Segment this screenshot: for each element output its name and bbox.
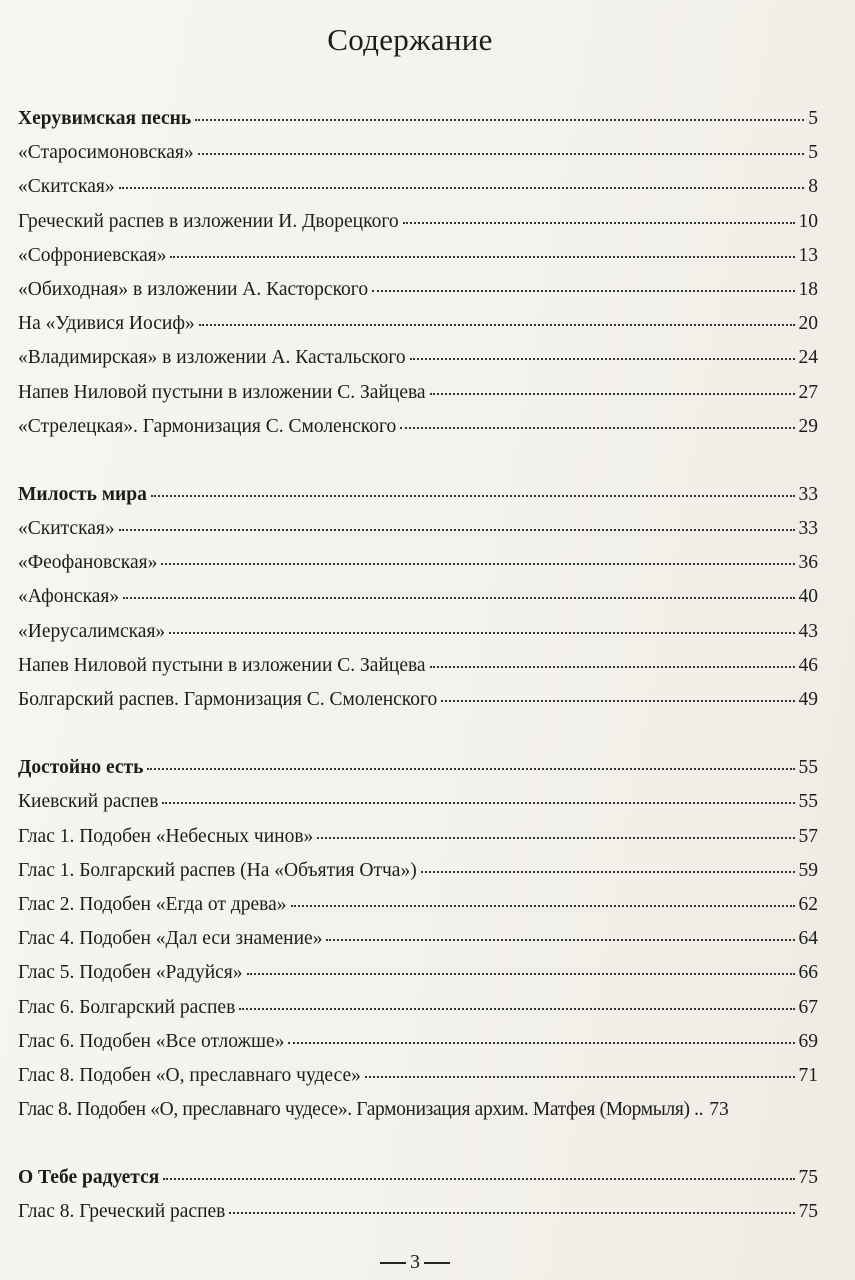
toc-entry-label: Глас 6. Подобен «Все отложше» (18, 1030, 285, 1052)
toc-page-number: 33 (798, 518, 818, 540)
toc-entry-label: «Старосимоновская» (18, 142, 194, 164)
toc-entry-label: Глас 8. Подобен «О, преславнаго чудесе». Гармонизация архим. Матфея (Мормыля) .. (18, 1099, 704, 1121)
toc-heading-label: Херувимская песнь (18, 108, 192, 129)
toc-entry-label: «Афонская» (18, 586, 120, 608)
toc-entry (18, 552, 818, 586)
toc-page-number: 69 (798, 1030, 818, 1052)
toc-entry (18, 860, 818, 894)
dot-leader (421, 870, 795, 873)
dot-leader (403, 221, 795, 224)
dot-leader (151, 494, 795, 497)
toc-page-number: 33 (798, 483, 818, 505)
toc-entry (18, 1201, 818, 1235)
toc-entry-label: «Феофановская» (18, 552, 158, 574)
toc-entry (18, 347, 818, 381)
dot-leader (430, 392, 795, 395)
toc-page-number: 75 (798, 1201, 818, 1223)
toc-entry-label: Болгарский распев. Гармонизация С. Смоленского (18, 689, 438, 710)
toc-section-heading (18, 757, 818, 791)
toc-entry (18, 176, 818, 210)
dot-leader (441, 699, 794, 702)
dot-leader (239, 1007, 794, 1010)
footer-dash-right (424, 1262, 450, 1264)
toc-entry (18, 1099, 818, 1133)
toc-entry (18, 655, 818, 689)
toc-entry (18, 382, 818, 416)
toc-entry-label: «Иерусалимская» (18, 620, 166, 642)
toc-entry (18, 791, 818, 825)
toc-entry-label: Глас 8. Подобен «О, преславнаго чудесе» (18, 1064, 361, 1086)
toc-entry-label: На «Удивися Иосиф» (18, 313, 195, 335)
toc-entry (18, 826, 818, 860)
dot-leader (372, 289, 794, 292)
dot-leader (119, 528, 795, 531)
toc-page-number: 18 (798, 278, 818, 300)
dot-leader (317, 836, 794, 839)
toc-section-heading (18, 484, 818, 518)
toc-entry-label: Глас 1. Болгарский распев (На «Объятия Отча») (18, 859, 417, 881)
toc-page-number: 62 (798, 893, 818, 915)
toc-entry-label: Глас 6. Болгарский распев (18, 996, 236, 1018)
table-of-contents (18, 108, 818, 1270)
toc-entry (18, 621, 818, 655)
toc-page-number: 5 (808, 142, 818, 164)
toc-section (18, 108, 818, 450)
toc-heading-label: Достойно есть (18, 757, 144, 779)
dot-leader (326, 938, 794, 941)
dot-leader (119, 186, 805, 189)
toc-entry (18, 928, 818, 962)
toc-entry (18, 586, 818, 620)
toc-page-number: 10 (798, 210, 818, 232)
toc-page-number: 59 (798, 859, 818, 881)
toc-page-number: 66 (798, 962, 818, 984)
toc-page-number: 73 (709, 1099, 729, 1121)
toc-entry-label: «Скитская» (18, 176, 115, 198)
toc-entry (18, 245, 818, 279)
dot-leader (430, 665, 795, 668)
toc-entry-label: Киевский распев (18, 791, 159, 813)
toc-entry (18, 689, 818, 723)
toc-entry-label: Напев Ниловой пустыни в изложении С. Зайцева (18, 654, 426, 676)
toc-entry-label: «Софрониевская» (18, 244, 167, 266)
toc-entry (18, 416, 818, 450)
dot-leader (247, 972, 795, 975)
toc-page-number: 67 (798, 996, 818, 1018)
dot-leader (161, 562, 794, 565)
toc-entry (18, 279, 818, 313)
toc-entry (18, 313, 818, 347)
toc-entry (18, 894, 818, 928)
dot-leader (365, 1075, 795, 1078)
toc-page-number: 20 (798, 313, 818, 335)
toc-page-number: 49 (798, 689, 818, 710)
dot-leader (169, 631, 794, 634)
dot-leader (229, 1211, 794, 1214)
toc-entry (18, 997, 818, 1031)
toc-entry-label: «Стрелецкая». Гармонизация С. Смоленского (18, 415, 397, 437)
toc-page-number: 36 (798, 552, 818, 574)
dot-leader (147, 767, 794, 770)
toc-heading-label: О Тебе радуется (18, 1167, 160, 1189)
footer-dash-left (380, 1262, 406, 1264)
toc-section (18, 484, 818, 723)
dot-leader (198, 152, 805, 155)
toc-page-number: 40 (798, 586, 818, 608)
footer-page-number: 3 (410, 1251, 420, 1273)
toc-entry (18, 1065, 818, 1099)
toc-page-number: 8 (808, 176, 818, 198)
toc-entry (18, 1031, 818, 1065)
toc-entry-label: Глас 5. Подобен «Радуйся» (18, 962, 243, 984)
dot-leader (123, 596, 794, 599)
toc-page-number: 64 (798, 928, 818, 950)
toc-page-number: 43 (798, 620, 818, 642)
toc-section-heading (18, 108, 818, 142)
dot-leader (400, 426, 794, 429)
toc-entry-label: Глас 2. Подобен «Егда от древа» (18, 893, 287, 915)
toc-entry-label: Напев Ниловой пустыни в изложении С. Зайцева (18, 381, 426, 403)
toc-section (18, 757, 818, 1133)
toc-section (18, 1167, 818, 1235)
toc-entry (18, 518, 818, 552)
toc-page-number: 55 (798, 791, 818, 813)
toc-entry-label: Глас 8. Греческий распев (18, 1201, 226, 1223)
dot-leader (170, 255, 794, 258)
toc-entry (18, 142, 818, 176)
toc-entry-label: Глас 4. Подобен «Дал еси знамение» (18, 928, 323, 950)
dot-leader (195, 118, 804, 121)
dot-leader (199, 323, 795, 326)
dot-leader (162, 801, 794, 804)
toc-page-number: 57 (798, 825, 818, 847)
toc-entry-label: «Владимирская» в изложении А. Кастальского (18, 347, 406, 369)
toc-heading-label: Милость мира (18, 483, 147, 505)
toc-entry-label: «Скитская» (18, 518, 115, 540)
dot-leader (288, 1041, 794, 1044)
dot-leader (163, 1177, 794, 1180)
toc-page-number: 29 (798, 415, 818, 437)
toc-entry-label: Греческий распев в изложении И. Дворецкого (18, 210, 399, 232)
page-title: Содержание (327, 22, 493, 57)
toc-section-heading (18, 1167, 818, 1201)
toc-page-number: 24 (798, 347, 818, 369)
toc-entry (18, 962, 818, 996)
toc-entry-label: Глас 1. Подобен «Небесных чинов» (18, 825, 314, 847)
toc-entry (18, 211, 818, 245)
toc-page-number: 75 (798, 1167, 818, 1189)
dot-leader (291, 904, 795, 907)
dot-leader (410, 357, 795, 360)
toc-page-number: 13 (798, 244, 818, 266)
toc-entry-label: «Обиходная» в изложении А. Касторского (18, 278, 369, 300)
toc-page-number: 55 (798, 757, 818, 779)
toc-page-number: 5 (808, 108, 818, 129)
toc-page-number: 46 (798, 654, 818, 676)
toc-page-number: 71 (798, 1064, 818, 1086)
page-footer (0, 1251, 830, 1274)
toc-page-number: 27 (798, 381, 818, 403)
